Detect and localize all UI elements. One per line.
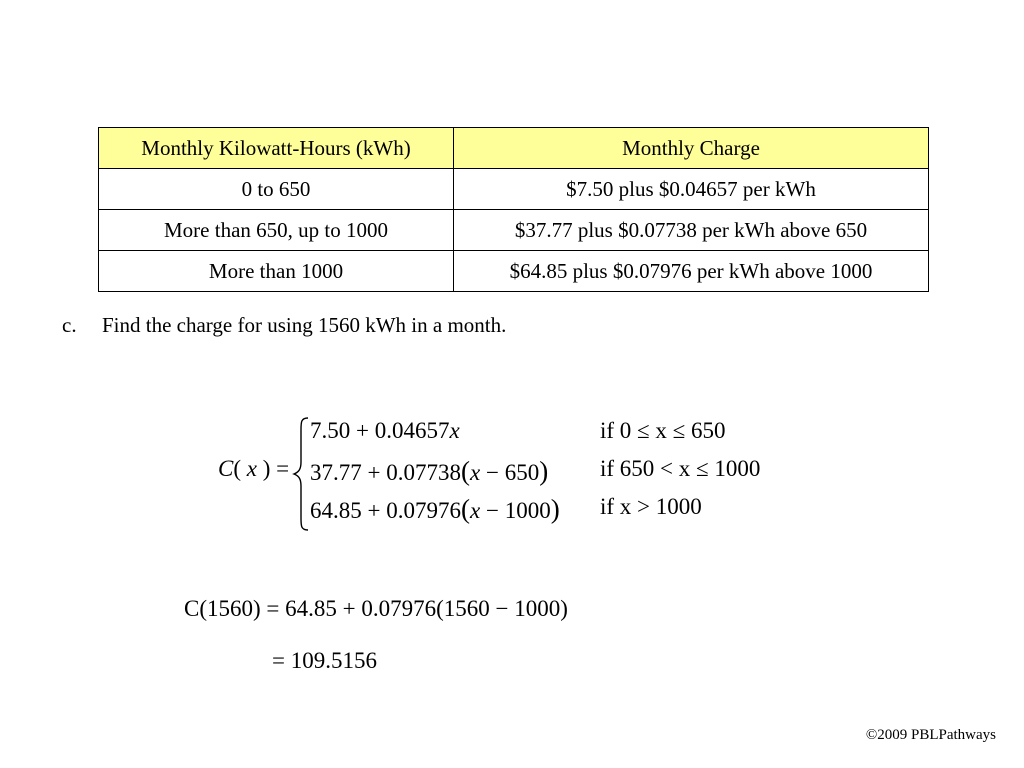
question-text: Find the charge for using 1560 kWh in a month. <box>102 313 507 337</box>
case-row-1: 7.50 + 0.04657x <box>310 418 460 443</box>
case-rate: 0.04657 <box>374 418 450 443</box>
function-variable: x <box>246 456 257 481</box>
question-label: c. <box>62 313 77 337</box>
piecewise-lhs: C( x ) = <box>218 456 290 481</box>
case-condition: if 0 ≤ x ≤ 650 <box>600 418 726 443</box>
question-c <box>62 313 506 338</box>
case-offset: 650 <box>504 460 540 485</box>
case-condition: if x > 1000 <box>600 494 702 519</box>
table-row <box>99 210 929 251</box>
table-header-row <box>99 128 929 169</box>
case-row-2: 37.77 + 0.07738(x − 650) <box>310 456 549 486</box>
calculation-line-1: C(1560) = 64.85 + 0.07976(1560 − 1000) <box>184 596 568 621</box>
case-condition: if 650 < x ≤ 1000 <box>600 456 761 481</box>
case-offset: 1000 <box>504 498 551 523</box>
table-cell-kwh: More than 650, up to 1000 <box>99 210 454 251</box>
table-cell-charge: $37.77 plus $0.07738 per kWh above 650 <box>454 210 929 251</box>
table-cell-kwh: More than 1000 <box>99 251 454 292</box>
case-constant: 37.77 <box>310 460 362 485</box>
case-rate: 0.07976 <box>386 498 461 523</box>
calculation-line-2: = 109.5156 <box>272 648 377 673</box>
case-constant: 7.50 <box>310 418 351 443</box>
table-cell-charge: $64.85 plus $0.07976 per kWh above 1000 <box>454 251 929 292</box>
table-row <box>99 251 929 292</box>
case-row-3: 64.85 + 0.07976(x − 1000) <box>310 494 560 524</box>
copyright-footer: ©2009 PBLPathways <box>865 727 996 743</box>
header-charge: Monthly Charge <box>454 128 929 169</box>
left-brace-icon <box>292 416 310 532</box>
table-cell-charge: $7.50 plus $0.04657 per kWh <box>454 169 929 210</box>
rate-table <box>98 127 929 292</box>
table-cell-kwh: 0 to 650 <box>99 169 454 210</box>
function-name: C <box>218 456 234 481</box>
case-constant: 64.85 <box>310 498 362 523</box>
header-kwh: Monthly Kilowatt-Hours (kWh) <box>99 128 454 169</box>
case-rate: 0.07738 <box>386 460 461 485</box>
table-row <box>99 169 929 210</box>
